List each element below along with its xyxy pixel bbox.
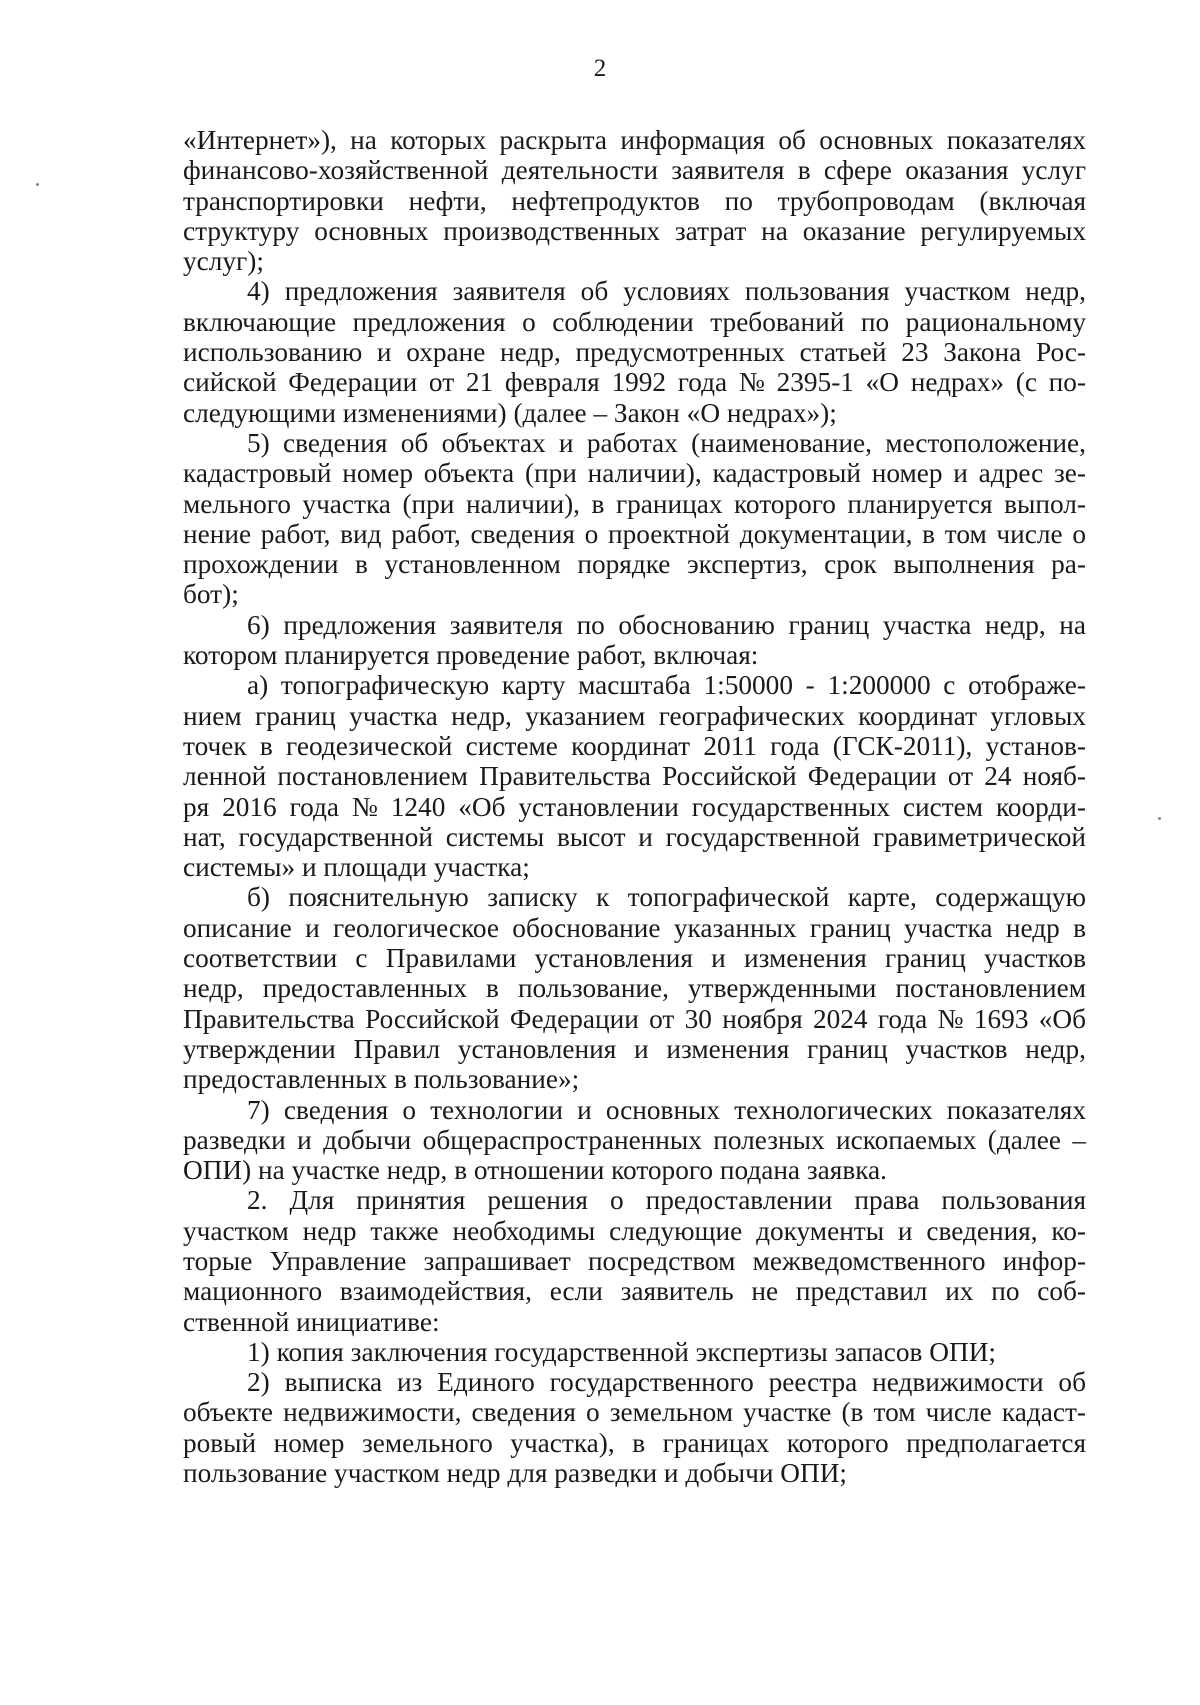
text-line: нение работ, вид работ, сведения о проектной документации, в том числе о [183, 518, 1086, 549]
text-line: структуру основных производственных затрат на оказание регулируемых [183, 215, 1087, 246]
text-line: ровый номер земельного участка), в границах которого предполагается [183, 1427, 1087, 1458]
text-line: системы» и площади участка; [183, 852, 530, 883]
text-line: следующими изменениями) (далее – Закон «О недрах»); [183, 397, 837, 428]
text-line: котором планируется проведение работ, включая: [183, 640, 759, 671]
paragraph [183, 1337, 1086, 1367]
text-line: 7) сведения о технологии и основных технологических показателях [247, 1094, 1087, 1125]
text-line: включающие предложения о соблюдении требований по рациональному [183, 306, 1086, 337]
text-line: финансово-хозяйственной деятельности заявителя в сфере оказания услуг [183, 155, 1087, 186]
text-line: разведки и добычи общераспространенных полезных ископаемых (далее – [183, 1124, 1086, 1155]
text-line: нат, государственной системы высот и государственной гравиметрической [183, 821, 1087, 852]
page-number: 2 [593, 55, 607, 82]
text-line: б) пояснительную записку к топографической карте, содержащую [247, 882, 1086, 913]
text-line: ОПИ) на участке недр, в отношении которого подана заявка. [183, 1155, 888, 1186]
paragraph [183, 1367, 1086, 1488]
text-line: использованию и охране недр, предусмотренных статьей 23 Закона Рос- [183, 337, 1087, 368]
paragraph [183, 428, 1086, 610]
text-line: описание и геологическое обоснование указанных границ участка недр в [183, 912, 1086, 943]
text-line: 6) предложения заявителя по обоснованию границ участка недр, на [247, 609, 1087, 640]
text-line: пользование участком недр для разведки и добычи ОПИ; [183, 1458, 847, 1489]
text-line: 1) копия заключения государственной экспертизы запасов ОПИ; [247, 1336, 996, 1367]
text-line: мационного взаимодействия, если заявитель не представил их по соб- [183, 1276, 1086, 1307]
text-line: кадастровый номер объекта (при наличии), кадастровый номер и адрес зе- [183, 458, 1087, 489]
text-line: транспортировки нефти, нефтепродуктов по трубопроводам (включая [183, 185, 1087, 216]
text-line: 4) предложения заявителя об условиях пользования участком недр, [247, 276, 1087, 307]
paragraph [183, 1095, 1086, 1186]
paragraph [183, 610, 1086, 671]
text-line: 2) выписка из Единого государственного реестра недвижимости об [247, 1367, 1086, 1398]
text-line: Правительства Российской Федерации от 30 ноября 2024 года № 1693 «Об [183, 1003, 1087, 1034]
text-line: прохождении в установленном порядке экспертиз, срок выполнения ра- [183, 549, 1087, 580]
text-line: участком недр также необходимы следующие документы и сведения, ко- [183, 1215, 1087, 1246]
text-line: а) топографическую карту масштаба 1:50000 - 1:200000 с отображе- [247, 670, 1086, 701]
text-line: ря 2016 года № 1240 «Об установлении государственных систем коорди- [183, 791, 1086, 822]
text-line: недр, предоставленных в пользование, утвержденными постановлением [183, 973, 1086, 1004]
text-line: сийской Федерации от 21 февраля 1992 года № 2395-1 «О недрах» (с по- [183, 367, 1087, 398]
text-line: утверждении Правил установления и изменения границ участков недр, [183, 1033, 1086, 1064]
text-line: объекте недвижимости, сведения о земельном участке (в том числе кадаст- [183, 1397, 1086, 1428]
text-line: 2. Для принятия решения о предоставлении права пользования [247, 1185, 1087, 1216]
paragraph [183, 1185, 1086, 1336]
scan-speck [36, 183, 39, 186]
text-line: мельного участка (при наличии), в границах которого планируется выпол- [183, 488, 1086, 519]
paragraph [183, 882, 1086, 1094]
scan-speck [1158, 817, 1161, 820]
paragraph [183, 670, 1086, 882]
document-body [183, 125, 1086, 1488]
text-line: предоставленных в пользование»; [183, 1064, 580, 1095]
text-line: бот); [183, 579, 239, 610]
text-line: ленной постановлением Правительства Российской Федерации от 24 нояб- [183, 761, 1086, 792]
paragraph [183, 276, 1086, 427]
text-line: торые Управление запрашивает посредством межведомственного инфор- [183, 1245, 1086, 1276]
text-line: соответствии с Правилами установления и изменения границ участков [183, 943, 1086, 974]
paragraph [183, 125, 1086, 276]
text-line: точек в геодезической системе координат 2011 года (ГСК-2011), установ- [183, 730, 1086, 761]
text-line: 5) сведения об объектах и работах (наименование, местоположение, [247, 427, 1086, 458]
text-line: ственной инициативе: [183, 1306, 440, 1337]
text-line: услуг); [183, 246, 264, 277]
text-line: нием границ участка недр, указанием географических координат угловых [183, 700, 1087, 731]
text-line: «Интернет»), на которых раскрыта информация об основных показателях [183, 125, 1087, 155]
